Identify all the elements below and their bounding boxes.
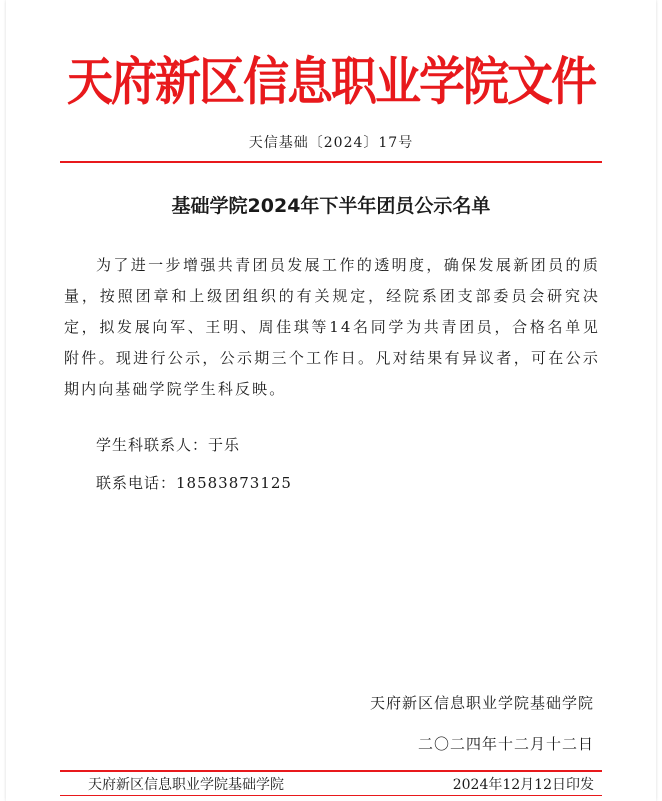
header-divider: [60, 161, 602, 163]
contact-person: 学生科联系人：于乐: [96, 436, 241, 454]
document-number: 天信基础〔2024〕17号: [248, 135, 414, 151]
footer-print-date: 2024年12月12日印发: [452, 777, 594, 793]
contact-phone: 联系电话：18583873125: [96, 474, 292, 492]
signature-organization: 天府新区信息职业学院基础学院: [369, 694, 594, 712]
body-paragraph: 为了进一步增强共青团员发展工作的透明度，确保发展新团员的质量，按照团章和上级团组织的有关规定，经院系团支部委员会研究决定，拟发展向军、王明、周佳琪等14名同学为共青团员，合格名单见附件。现进行公示，公示期三个工作日。凡对结果有异议者，可在公示期内向基础学院学生科反映。: [64, 256, 600, 398]
signature-date: 二〇二四年十二月十二日: [417, 735, 594, 753]
masthead-title: 天府新区信息职业学院文件: [67, 51, 595, 112]
document-title: 基础学院2024年下半年团员公示名单: [171, 195, 491, 217]
footer-divider-top: [60, 770, 602, 772]
footer-divider-bottom: [60, 795, 602, 796]
footer-organization: 天府新区信息职业学院基础学院: [88, 777, 284, 793]
